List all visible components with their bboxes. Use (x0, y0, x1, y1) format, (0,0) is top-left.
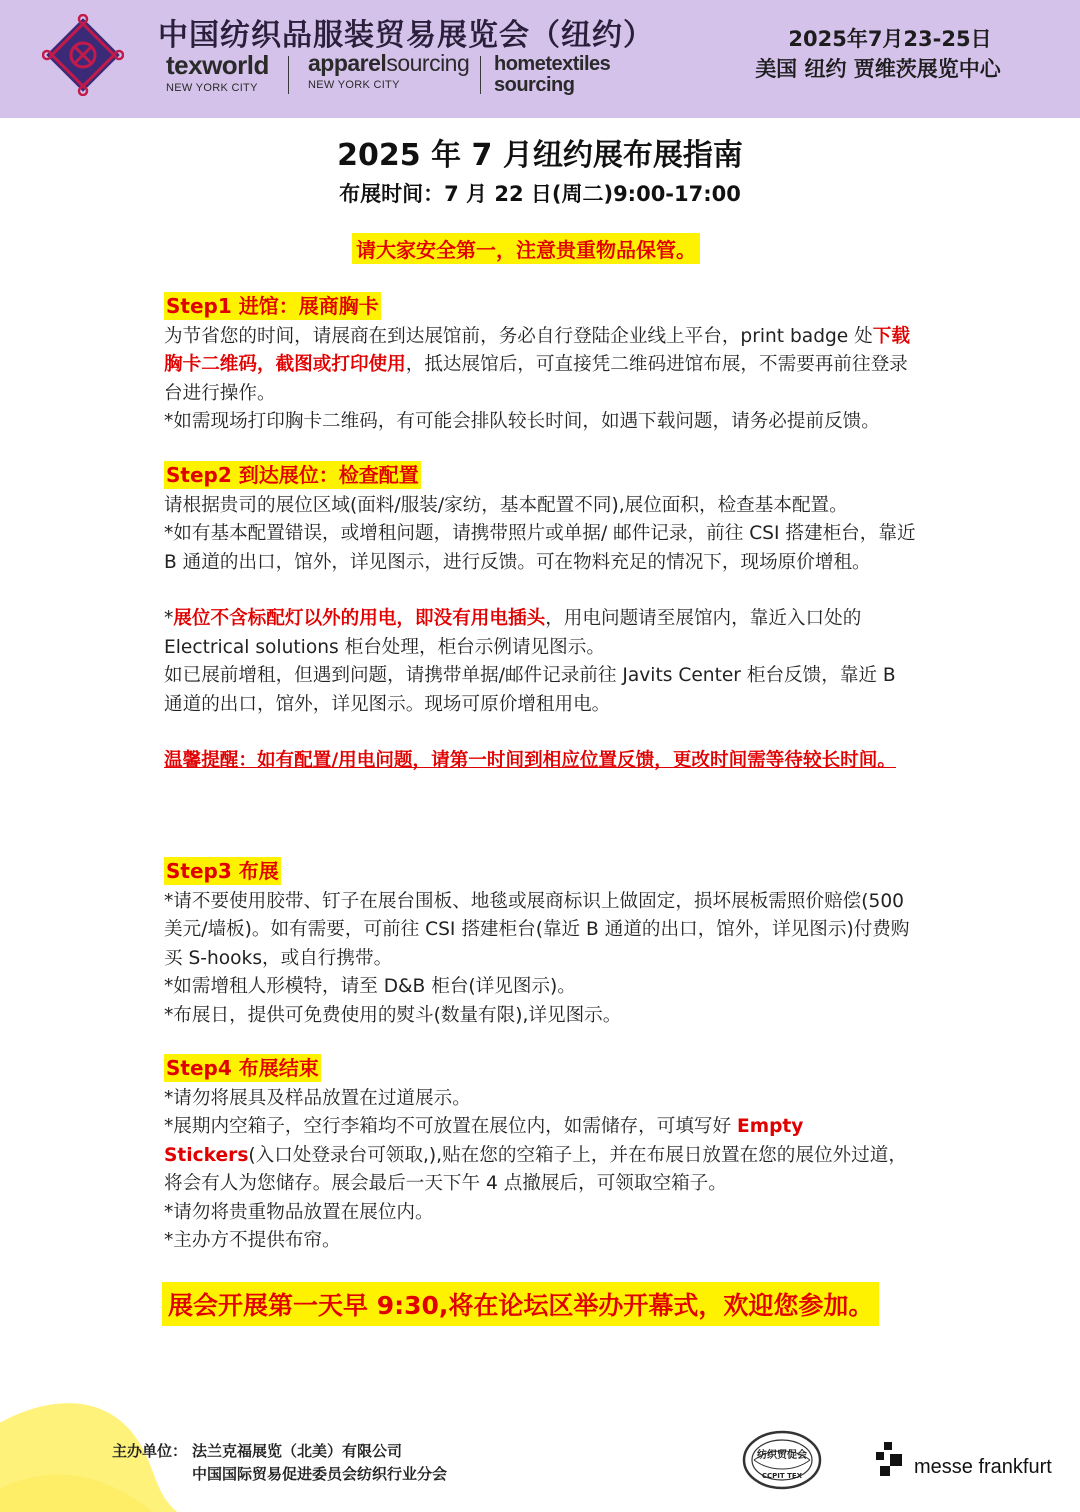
step3-paragraph-3: *布展日，提供可免费使用的熨斗(数量有限),详见图示。 (164, 1004, 622, 1026)
step4-paragraph-4: *主办方不提供布帘。 (164, 1230, 341, 1251)
expo-logo-emblem (42, 14, 124, 96)
texworld-sub: NEW YORK CITY (166, 82, 258, 94)
ccpit-tex-seal (740, 1428, 824, 1492)
step1-text-a: 为节省您的时间，请展商在到达展馆前，务必自行登陆企业线上平台，print badge 处 (164, 325, 873, 347)
expo-title: 中国纺织品服装贸易展览会（纽约） (158, 18, 654, 53)
step1-text-red: 下载胸卡二维码，截图或打印使用 (164, 325, 910, 375)
step2-reminder: 温馨提醒：如有配置/用电问题，请第一时间到相应位置反馈，更改时间需等待较长时间。 (164, 750, 896, 771)
page-title: 2025 年 7 月纽约展布展指南 (337, 138, 743, 173)
organizer-1: 法兰克福展览（北美）有限公司 (192, 1442, 403, 1460)
step1-note: *如需现场打印胸卡二维码，有可能会排队较长时间，如遇下载问题，请务必提前反馈。 (164, 411, 880, 432)
step1-section (164, 292, 916, 437)
step4-section (164, 1054, 916, 1256)
step1-paragraph (164, 323, 916, 409)
organizer-label: 主办单位： (112, 1442, 188, 1460)
step4-text-b: (入口处登录台可领取,),贴在您的空箱子上，并在布展日放置在您的展位外过道，将会有人为您储存。展会最后一天下午 4 点撤展后，可领取空箱子。 (164, 1144, 907, 1194)
organizer-2: 中国国际贸易促进委员会纺织行业分会 (192, 1465, 448, 1483)
hometextiles-line2: sourcing (494, 74, 575, 96)
messe-frankfurt-mark-icon (876, 1442, 906, 1476)
step4-heading: Step4 布展结束 (166, 1056, 319, 1080)
step3-heading: Step3 布展 (166, 859, 279, 883)
texworld-logo (166, 52, 269, 94)
step2-section (164, 461, 916, 776)
texworld-name: texworld (166, 50, 269, 80)
apparelsourcing-bold: apparel (308, 50, 387, 76)
setup-time: 布展时间：7 月 22 日(周二)9:00-17:00 (339, 182, 741, 206)
messe-frankfurt-logo: messe frankfurt (914, 1456, 1052, 1478)
step4-paragraph-1: *请勿将展具及样品放置在过道展示。 (164, 1087, 471, 1109)
step2-text-red: 展位不含标配灯以外的用电，即没有用电插头 (173, 608, 546, 629)
step4-text-a: *展期内空箱子，空行李箱均不可放置在展位内，如需储存，可填写好 (164, 1116, 738, 1137)
event-dates (748, 24, 1008, 84)
event-date: 2025年7月23-25日 (788, 27, 992, 51)
step1-heading: Step1 进馆：展商胸卡 (166, 294, 379, 318)
step2-star: * (164, 608, 174, 629)
step3-paragraph-2: *如需增租人形模特，请至 D&B 柜台(详见图示)。 (164, 976, 576, 997)
step4-paragraph-2 (164, 1113, 916, 1199)
opening-ceremony-notice: 展会开展第一天早 9:30,将在论坛区举办开幕式，欢迎您参加。 (162, 1282, 879, 1326)
event-venue: 美国 纽约 贾维茨展览中心 (755, 57, 1001, 81)
step4-text-red: Empty Stickers (164, 1116, 804, 1166)
step1-text-b: ，抵达展馆后，可直接凭二维码进馆布展，不需要再前往登录台进行操作。 (164, 354, 908, 404)
step3-paragraph-1: *请不要使用胶带、钉子在展台围板、地毯或展商标识上做固定，损坏展板需照价赔偿(500 美元/墙板)。如有需要，可前往 CSI 搭建柜台(靠近 B 通道的出口，馆外，详见图示)付费购买 S-hooks，或自行携带。 (164, 890, 910, 969)
safety-notice: 请大家安全第一，注意贵重物品保管。 (352, 233, 700, 264)
step2-paragraph-1: 请根据贵司的展位区域(面料/服装/家纺，基本配置不同),展位面积，检查基本配置。 (164, 494, 848, 516)
hometextiles-logo (494, 54, 610, 96)
apparelsourcing-logo (308, 52, 469, 91)
step3-section (164, 857, 916, 1030)
apparelsourcing-regular: sourcing (386, 50, 470, 76)
hometextiles-line1: hometextiles (494, 53, 611, 75)
brand-divider (480, 56, 481, 94)
step4-paragraph-3: *请勿将贵重物品放置在展位内。 (164, 1201, 434, 1223)
apparelsourcing-sub: NEW YORK CITY (308, 79, 400, 91)
step2-text-b: ，用电问题请至展馆内，靠近入口处的 Electrical solutions 柜台处理，柜台示例请见图示。 (164, 608, 862, 658)
step2-paragraph-2: *如有基本配置错误，或增租问题，请携带照片或单据/ 邮件记录，前往 CSI 搭建柜台，靠近 B 通道的出口，馆外，详见图示，进行反馈。可在物料充足的情况下，现场原价增租。 (164, 523, 916, 573)
header-band (0, 0, 1080, 118)
seal-sub: CCPIT TEX (761, 1472, 803, 1480)
brand-divider (288, 56, 289, 94)
seal-text: 纺织贸促会 (757, 1450, 807, 1461)
step2-paragraph-4: 如已展前增租，但遇到问题，请携带单据/邮件记录前往 Javits Center 柜台反馈，靠近 B 通道的出口，馆外，详见图示。现场可原价增租用电。 (164, 665, 896, 715)
step2-heading: Step2 到达展位：检查配置 (166, 463, 419, 487)
step2-paragraph-3 (164, 605, 916, 662)
